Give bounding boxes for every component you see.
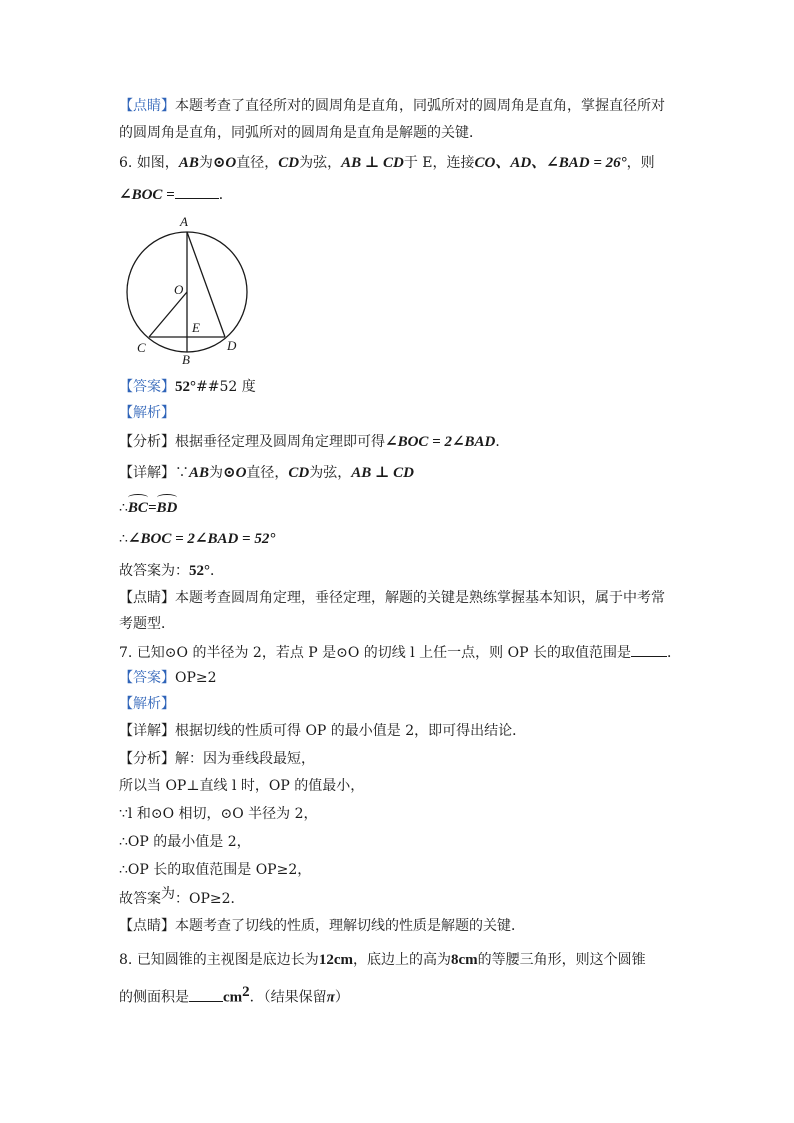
intro-line-2: 的圆周角是直角，同弧所对的圆周角是直角是解题的关键． [119,125,483,141]
label-d: D [227,338,237,353]
q7-detail: 【详解】根据切线的性质可得 OP 的最小值是 2，即可得出结论． [119,723,527,739]
answer-blank [175,184,219,199]
answer-blank [189,987,223,1002]
q8-question-line-2: 的侧面积是 $cm^2$．（结果保留π） [119,984,349,1006]
q6-jiexi: 【解析】 [119,405,175,421]
q7-fenxi: 【分析】解：因为垂线段最短， [119,751,315,767]
q7-step-4: ∴OP 长的取值范围是 OP≥2， [119,862,312,878]
q7-dianjing: 【点睛】本题考查了切线的性质，理解切线的性质是解题的关键． [119,918,525,934]
segment-co [149,292,187,337]
q6-final-answer: 故答案为：52°． [119,563,224,579]
q6-dianjing-2: 考题型． [119,616,175,632]
q6-result: ∴∠BOC = 2∠BAD = 52° [119,531,276,547]
q6-answer: 【答案】52°##52 度 [119,379,256,395]
label-e: E [192,320,200,335]
q7-answer: 【答案】OP≥2 [119,670,217,686]
q7-step-1: 所以当 OP⊥直线 l 时，OP 的值最小， [119,778,365,794]
label-c: C [137,340,146,355]
q7-final-answer: 故答案为：OP≥2． [119,886,245,907]
q8-question-line-1: 8. 已知圆锥的主视图是底边长为12cm，底边上的高为8cm的等腰三角形，则这个圆锥 [119,952,646,968]
q6-question-line-1: 6. 如图，AB为⊙O直径，CD为弦，AB ⊥ CD于 E，连接CO、AD、∠BAD = 26°，则 [119,155,655,171]
label-a: A [180,214,188,229]
q7-question: 7. 已知⊙O 的半径为 2，若点 P 是⊙O 的切线 l 上任一点，则 OP 长的取值范围是 ． [119,642,681,663]
q6-circle-figure [118,212,258,370]
q6-detail: 【详解】∵AB为⊙O直径，CD为弦，AB ⊥ CD [119,465,415,481]
q7-step-2: ∵l 和⊙O 相切，⊙O 半径为 2， [119,806,318,822]
label-b: B [182,352,190,367]
intro-line-1: 【点睛】本题考查了直径所对的圆周角是直角，同弧所对的圆周角是直角，掌握直径所对 [119,98,665,114]
q7-jiexi: 【解析】 [119,696,175,712]
q6-dianjing-1: 【点睛】本题考查圆周角定理，垂径定理，解题的关键是熟练掌握基本知识，属于中考常 [119,590,665,606]
q6-arc-equality: ∴BC=BD [119,500,178,516]
q6-question-line-2: ∠BOC = ． [119,184,233,205]
label-o: O [174,282,184,297]
q7-step-3: ∴OP 的最小值是 2， [119,834,251,850]
answer-blank [631,642,667,657]
q6-fenxi: 【分析】根据垂径定理及圆周角定理即可得∠BOC = 2∠BAD． [119,434,510,450]
